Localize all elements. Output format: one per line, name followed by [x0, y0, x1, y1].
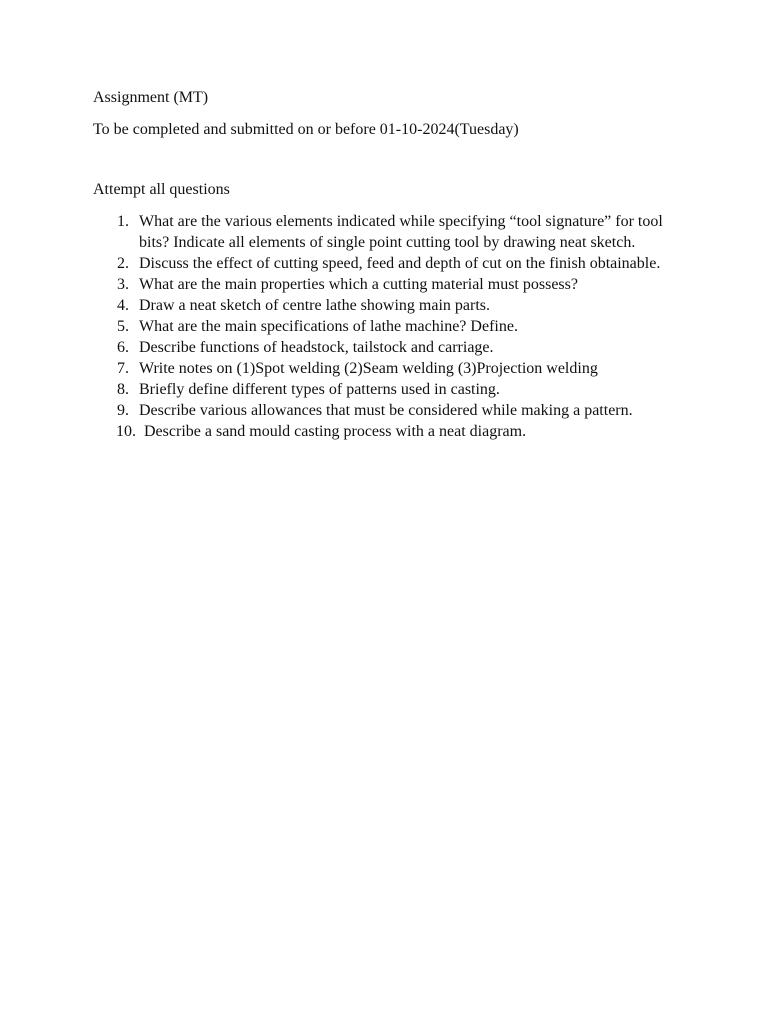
question-number: 7.	[117, 360, 129, 377]
question-text: Describe functions of headstock, tailstock and carriage.	[139, 339, 494, 356]
question-number: 1.	[117, 213, 129, 230]
question-number: 10.	[116, 423, 136, 440]
question-item	[93, 421, 683, 442]
question-item	[93, 358, 683, 379]
instruction-text: Attempt all questions	[93, 181, 230, 198]
question-text: What are the various elements indicated while specifying “tool signature” for tool bits? Indicate all elements of single point cutting tool by drawing neat sketch.	[139, 213, 663, 251]
question-text: Describe a sand mould casting process with a neat diagram.	[144, 423, 527, 440]
question-item	[93, 316, 683, 337]
question-number: 6.	[117, 339, 129, 356]
question-item	[93, 400, 683, 421]
question-item	[93, 379, 683, 400]
question-text: Draw a neat sketch of centre lathe showing main parts.	[139, 297, 490, 314]
question-number: 3.	[117, 276, 129, 293]
question-text: Discuss the effect of cutting speed, feed and depth of cut on the finish obtainable.	[139, 255, 661, 272]
question-text: What are the main specifications of lathe machine? Define.	[139, 318, 518, 335]
question-item	[93, 253, 683, 274]
question-number: 4.	[117, 297, 129, 314]
question-number: 9.	[117, 402, 129, 419]
question-text: Describe various allowances that must be considered while making a pattern.	[139, 402, 633, 419]
question-item	[93, 211, 683, 253]
assignment-title: Assignment (MT)	[93, 89, 209, 106]
question-item	[93, 295, 683, 316]
question-number: 2.	[117, 255, 129, 272]
question-number: 5.	[117, 318, 129, 335]
question-list	[93, 211, 683, 442]
question-text: Briefly define different types of patterns used in casting.	[139, 381, 500, 398]
submission-deadline: To be completed and submitted on or before 01-10-2024(Tuesday)	[93, 121, 519, 138]
question-text: What are the main properties which a cutting material must possess?	[139, 276, 578, 293]
question-number: 8.	[117, 381, 129, 398]
question-text: Write notes on (1)Spot welding (2)Seam welding (3)Projection welding	[139, 360, 598, 377]
question-item	[93, 337, 683, 358]
question-item	[93, 274, 683, 295]
